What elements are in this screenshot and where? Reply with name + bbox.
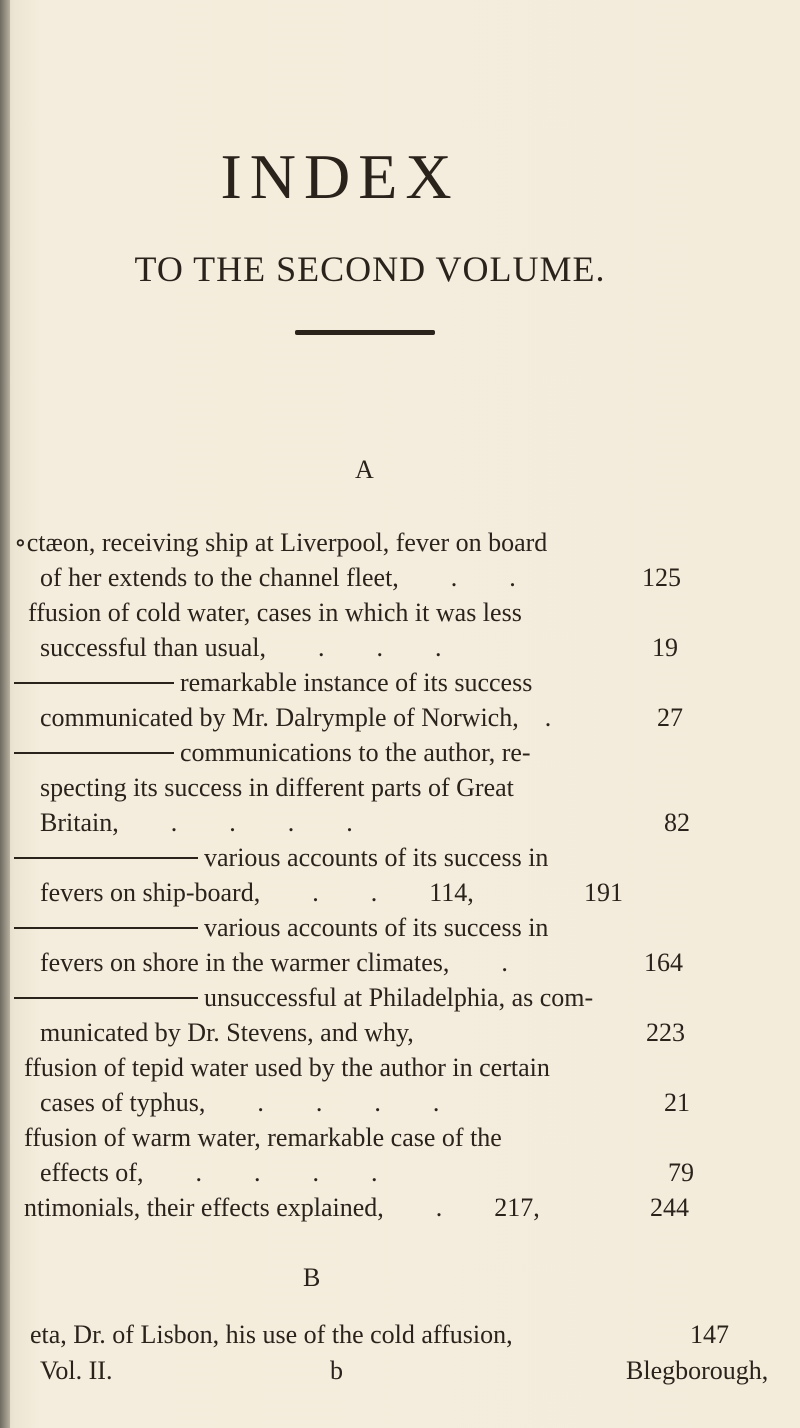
ditto-dash (14, 927, 198, 929)
ditto-dash (14, 682, 174, 684)
volume-label: Vol. II. (40, 1356, 113, 1385)
entry-line: effects of, . . . . (40, 1158, 378, 1187)
entry-line: Britain, . . . . (40, 808, 353, 837)
page-gutter (0, 0, 10, 1428)
page-number: 21 (664, 1088, 690, 1117)
entry-line: specting its success in different parts of Great (40, 773, 514, 802)
entry-text: various accounts of its success in (204, 843, 549, 872)
entry-text: remarkable instance of its success (180, 668, 533, 697)
page-number: 223 (646, 1018, 685, 1047)
entry-line-continued (14, 843, 548, 873)
page-number: 82 (664, 808, 690, 837)
entry-text: various accounts of its success in (204, 913, 549, 942)
entry-line: eta, Dr. of Lisbon, his use of the cold affusion, (30, 1320, 513, 1349)
entry-text: communications to the author, re- (180, 738, 531, 767)
index-title: INDEX (220, 141, 460, 212)
signature-mark: b (330, 1356, 343, 1385)
entry-line: communicated by Mr. Dalrymple of Norwich, . (40, 703, 552, 732)
page-number: 191 (584, 878, 623, 907)
entry-line-continued (14, 983, 593, 1013)
page-number: 244 (650, 1193, 689, 1222)
page-number: 164 (644, 948, 683, 977)
section-letter-a: A (355, 455, 374, 484)
entry-line: ffusion of tepid water used by the author in certain (24, 1053, 550, 1082)
entry-line: fevers on shore in the warmer climates, . (40, 948, 508, 977)
entry-line: municated by Dr. Stevens, and why, (40, 1018, 414, 1047)
index-subtitle: TO THE SECOND VOLUME. (134, 249, 606, 289)
page-number: 125 (642, 563, 681, 592)
entry-line-continued (14, 913, 548, 943)
page-number: 79 (668, 1158, 694, 1187)
ditto-dash (14, 997, 198, 999)
entry-line: ffusion of warm water, remarkable case of the (24, 1123, 502, 1152)
page-number: 147 (690, 1320, 729, 1349)
page-number: 19 (652, 633, 678, 662)
entry-line-continued (14, 668, 532, 698)
ditto-dash (14, 857, 198, 859)
ditto-dash (14, 752, 174, 754)
section-letter-b: B (303, 1263, 321, 1292)
entry-line: ntimonials, their effects explained, . 217, (24, 1193, 540, 1222)
entry-line-continued (14, 738, 531, 768)
entry-line: successful than usual, . . . (40, 633, 442, 662)
entry-line: ffusion of cold water, cases in which it was less (28, 598, 522, 627)
entry-line: cases of typhus, . . . . (40, 1088, 440, 1117)
entry-line: fevers on ship-board, . . 114, (40, 878, 474, 907)
entry-line: ∘ctæon, receiving ship at Liverpool, fever on board (14, 528, 548, 557)
entry-text: unsuccessful at Philadelphia, as com- (204, 983, 594, 1012)
page-number: 27 (657, 703, 683, 732)
ornamental-rule (295, 330, 435, 335)
catchword: Blegborough, (626, 1356, 769, 1385)
entry-line: of her extends to the channel fleet, . . (40, 563, 516, 592)
